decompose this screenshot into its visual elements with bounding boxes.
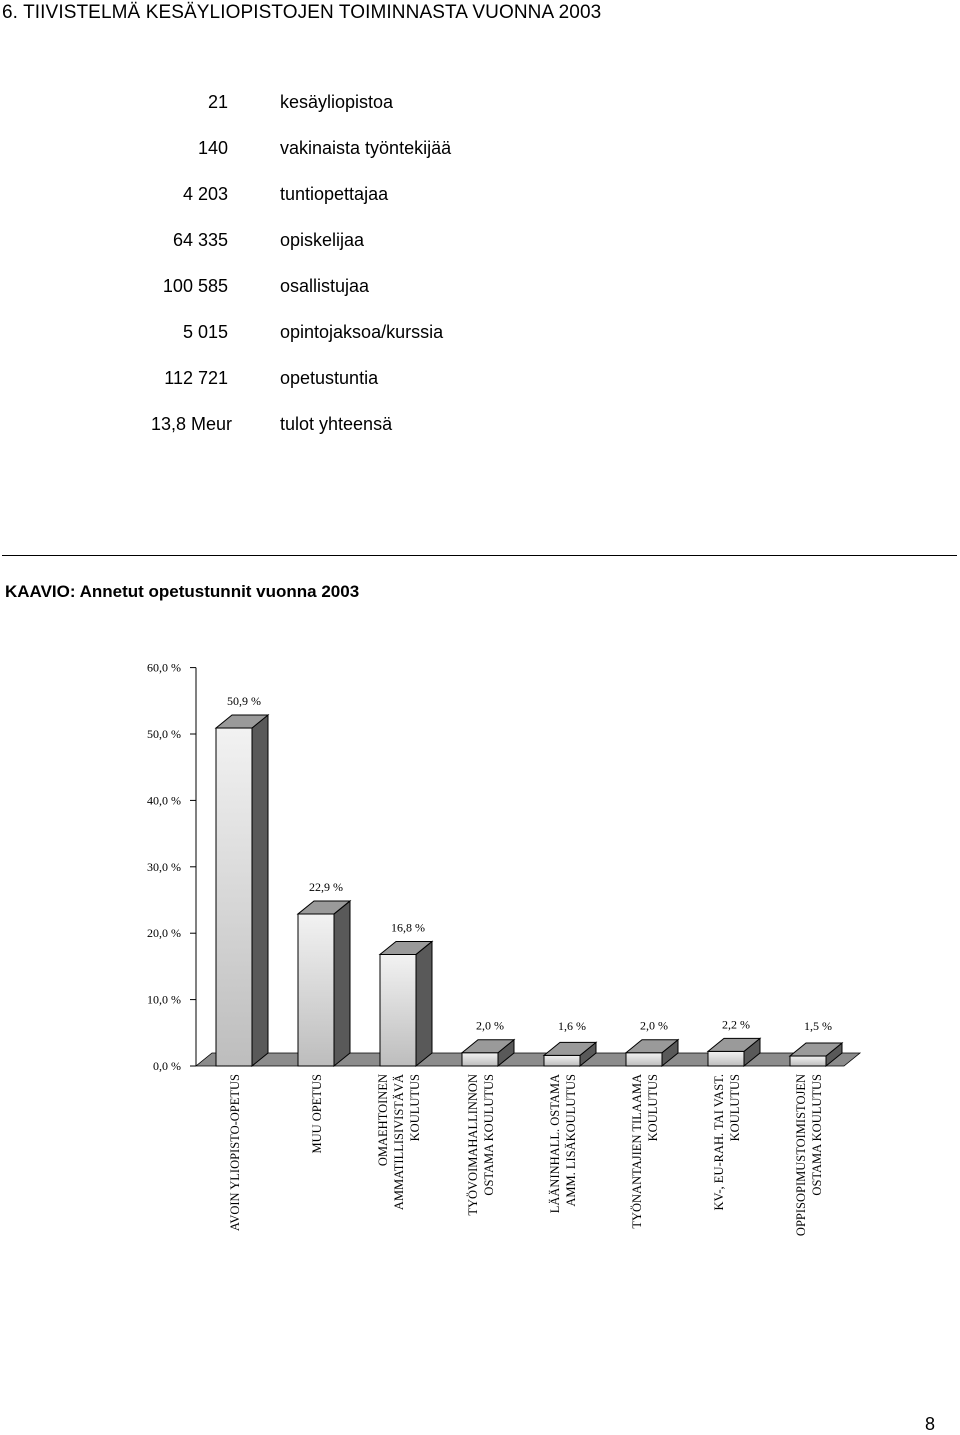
stat-row [0,276,600,322]
x-category-label-line: KOULUTUS [728,1074,742,1142]
stat-row [0,138,600,184]
y-tick-label: 30,0 % [147,859,181,874]
stat-row [0,368,600,414]
x-category-label [376,1074,422,1210]
x-category-label [228,1074,242,1231]
y-tick-label: 60,0 % [147,660,181,675]
y-tick-label: 0,0 % [153,1059,181,1073]
bar [298,914,334,1066]
x-category-label [310,1074,324,1154]
stat-value: 5 015 [182,322,228,342]
x-category-label-line: TYÖVOIMAHALLINNON [466,1074,480,1216]
x-category-label [548,1074,578,1213]
x-category-label-line: OSTAMA KOULUTUS [482,1074,496,1196]
stat-value: 4 203 [182,184,228,204]
stat-value: 140 [197,138,228,158]
bar [380,954,416,1066]
stat-value: 64 335 [172,230,228,250]
x-category-label-line: MUU OPETUS [310,1074,324,1154]
y-tick-label: 20,0 % [147,926,181,941]
y-tick-label: 40,0 % [147,793,181,808]
bar [708,1051,744,1066]
stat-row [0,322,600,368]
bar-chart [0,640,960,1260]
x-category-label-line: AMMATILLISIVISTÄVÄ [392,1074,406,1211]
x-category-label-line: AVOIN YLIOPISTO-OPETUS [228,1074,242,1232]
data-label: 2,0 % [476,1018,504,1033]
stat-value: 21 [207,92,228,112]
x-category-label-line: KOULUTUS [646,1074,660,1142]
stat-row [0,230,600,276]
x-category-label [712,1074,742,1211]
stat-row [0,414,600,460]
x-category-label-line: OMAEHTOINEN [376,1074,390,1167]
bar-side [252,715,268,1066]
data-label: 1,6 % [558,1019,586,1033]
bar-side [334,901,350,1066]
stat-row [0,184,600,230]
data-label: 1,5 % [804,1019,832,1033]
stat-label: opetustuntia [280,368,379,388]
stat-label: vakinaista työntekijää [280,138,452,158]
data-label: 16,8 % [391,920,425,935]
section-divider [2,555,957,556]
stat-label: opintojaksoa/kurssia [280,322,444,342]
stat-value: 100 585 [162,276,228,296]
bar-side [416,941,432,1066]
bar [216,728,252,1066]
stat-value: 13,8 Meur [150,414,232,434]
bar [790,1056,826,1066]
y-tick-label: 10,0 % [147,992,181,1007]
data-label: 2,2 % [722,1017,750,1032]
x-category-label-line: TYÖNANTAJIEN TILAAMA [630,1074,644,1229]
x-category-label-line: LÄÄNINHALL. OSTAMA [548,1074,562,1214]
stat-row [0,92,600,138]
stat-label: opiskelijaa [280,230,365,250]
x-category-label-line: OPPISOPIMUSTOIMISTOJEN [794,1074,808,1237]
stat-label: osallistujaa [280,276,370,296]
stat-label: tuntiopettajaa [280,184,389,204]
data-label: 50,9 % [227,694,261,709]
data-label: 2,0 % [640,1018,668,1033]
bar [626,1053,662,1066]
y-tick-label: 50,0 % [147,727,181,741]
stat-value: 112 721 [164,368,228,388]
x-category-label [466,1074,496,1216]
x-category-label-line: OSTAMA KOULUTUS [810,1074,824,1196]
chart-heading: KAAVIO: Annetut opetustunnit vuonna 2003 [5,582,360,601]
stat-label: tulot yhteensä [280,414,393,434]
summary-stats [0,92,600,460]
page-number: 8 [925,1414,936,1434]
x-category-label [794,1074,824,1236]
data-label: 22,9 % [309,879,343,894]
x-category-label [630,1074,660,1229]
page-heading: 6. TIIVISTELMÄ KESÄYLIOPISTOJEN TOIMINNASTA VUONNA 2003 [2,2,602,23]
stat-label: kesäyliopistoa [280,92,394,112]
bar [462,1053,498,1066]
x-category-label-line: KOULUTUS [408,1074,422,1142]
bar [544,1055,580,1066]
x-category-label-line: KV-, EU-RAH. TAI VAST. [712,1074,726,1211]
x-category-label-line: AMM. LISÄKOULUTUS [564,1074,578,1207]
chart-floor [196,1053,860,1066]
